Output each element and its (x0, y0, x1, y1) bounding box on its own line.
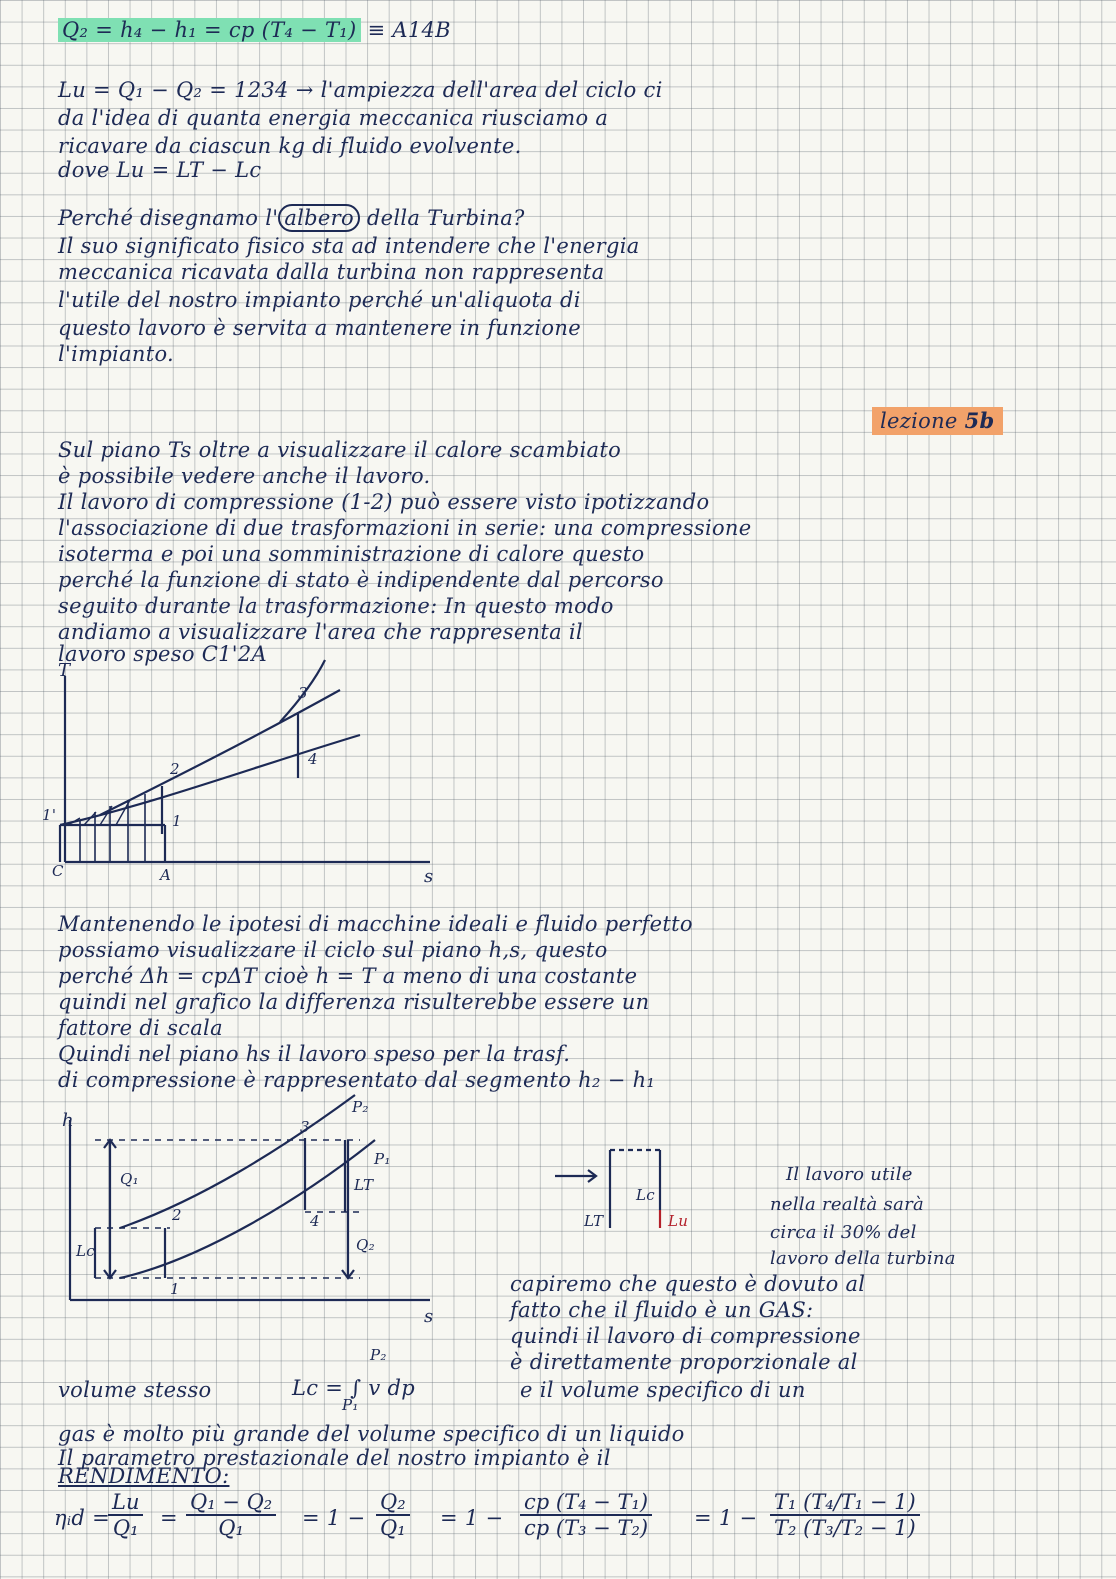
integral-upper: P₂ (370, 1346, 387, 1364)
point-a: A (160, 866, 172, 884)
text-line: Il lavoro di compressione (1-2) può essere visto ipotizzando (58, 490, 710, 514)
text-line: perché la funzione di stato è indipendente dal percorso (58, 568, 664, 592)
numerator: Q₁ − Q₂ (186, 1490, 276, 1516)
text-line: lavoro speso C1'2A (58, 642, 267, 666)
lesson-number: 5b (964, 408, 995, 433)
side-note: circa il 30% del (770, 1222, 917, 1243)
text-line: Mantenendo le ipotesi di macchine ideali e fluido perfetto (58, 912, 693, 936)
label-lc: Lc (76, 1242, 95, 1260)
fraction-temperature-ratio (770, 1490, 920, 1540)
lu-formula: Lu = Q₁ − Q₂ = 1234 (58, 78, 289, 102)
equals-one-minus: = 1 − (440, 1506, 504, 1530)
fraction-cp (520, 1490, 652, 1540)
text-line: Quindi nel piano hs il lavoro speso per la trasf. (58, 1042, 571, 1066)
text-line: fattore di scala (58, 1016, 223, 1040)
side-label-lc: Lc (636, 1186, 655, 1204)
text-line: possiamo visualizzare il ciclo sul piano h,s, questo (58, 938, 608, 962)
text-line (58, 1378, 212, 1402)
axis-label-h: h (62, 1110, 74, 1131)
label-q2: Q₂ (356, 1236, 375, 1254)
point-1-hs: 1 (170, 1280, 180, 1298)
equals-one-minus: = 1 − (694, 1506, 758, 1530)
point-3-hs: 3 (300, 1118, 310, 1136)
point-1-prime: 1' (42, 806, 57, 824)
side-label-lt: LT (584, 1212, 604, 1230)
fraction-q2-q1 (376, 1490, 410, 1540)
axis-label-s-2: s (424, 1306, 434, 1327)
text-line: questo lavoro è servita a mantenere in funzione (58, 316, 581, 340)
text-line: l'associazione di due trasformazioni in serie: una compressione (58, 516, 752, 540)
text-line: meccanica ricavata dalla turbina non rappresenta (58, 260, 605, 284)
equals: = (160, 1506, 178, 1530)
isobar-p2 (120, 1095, 355, 1228)
point-c: C (52, 862, 64, 880)
text-line: seguito durante la trasformazione: In questo modo (58, 594, 614, 618)
text-line: Il parametro prestazionale del nostro impianto è il (58, 1446, 611, 1470)
section-heading: RENDIMENTO: (58, 1464, 230, 1488)
denominator: Q₁ (112, 1516, 139, 1540)
eta-symbol: ηᵢd = (54, 1506, 111, 1530)
circled-word: albero (278, 204, 360, 232)
text-line: isoterma e poi una somministrazione di calore questo (58, 542, 645, 566)
denominator: cp (T₃ − T₂) (524, 1516, 649, 1540)
equals-one-minus: = 1 − (302, 1506, 366, 1530)
text-line: ricavare da ciascun kg di fluido evolvente. (58, 134, 522, 158)
text-line: di compressione è rappresentato dal segmento h₂ − h₁ (58, 1068, 656, 1092)
text-line: quindi il lavoro di compressione (510, 1324, 861, 1348)
axis-label-t: T (58, 660, 71, 681)
text-line: dove Lu = LT − Lc (58, 158, 262, 182)
text-line: andiamo a visualizzare l'area che rappresenta il (58, 620, 583, 644)
text-line: l'impianto. (58, 342, 175, 366)
point-2-hs: 2 (172, 1206, 182, 1224)
text-line: e il volume specifico di un (520, 1378, 806, 1402)
numerator: cp (T₄ − T₁) (520, 1490, 652, 1516)
text-line: Sul piano Ts oltre a visualizzare il calore scambiato (58, 438, 622, 462)
numerator: Lu (108, 1490, 143, 1516)
lu-explanation: → l'ampiezza dell'area del ciclo ci (295, 78, 663, 102)
point-3: 3 (298, 684, 308, 702)
question-part: Perché disegnamo l' (58, 206, 279, 230)
highlighted-equation: Q₂ = h₄ − h₁ = cp (T₄ − T₁) (58, 18, 361, 42)
label-lt: LT (354, 1176, 374, 1194)
text-line: è possibile vedere anche il lavoro. (58, 464, 431, 488)
denominator: T₂ (T₃/T₂ − 1) (774, 1516, 916, 1540)
fraction-lu-q1 (108, 1490, 143, 1540)
label-q1: Q₁ (120, 1170, 139, 1188)
pressure-p1: P₁ (374, 1150, 391, 1168)
lesson-label: lezione (880, 409, 958, 433)
text-line: perché Δh = cpΔT cioè h = T a meno di una costante (58, 964, 638, 988)
side-note: Il lavoro utile (786, 1164, 913, 1185)
pressure-p2: P₂ (352, 1098, 369, 1116)
side-note: lavoro della turbina (770, 1248, 956, 1269)
side-note: nella realtà sarà (770, 1194, 925, 1215)
equation-area-label: ≡ A14B (367, 18, 451, 42)
point-4: 4 (308, 750, 318, 768)
text-line: Il suo significato fisico sta ad intendere che l'energia (58, 234, 640, 258)
text-line: è direttamente proporzionale al (510, 1350, 858, 1374)
text-line: quindi nel grafico la differenza risulterebbe essere un (58, 990, 650, 1014)
text-line: l'utile del nostro impianto perché un'aliquota di (58, 288, 581, 312)
text-span: volume stesso (58, 1378, 212, 1402)
question-part: della Turbina? (366, 206, 525, 230)
integral-formula: Lc = ∫ v dp (292, 1376, 415, 1400)
axis-label-s: s (424, 866, 434, 887)
isobar-p1 (120, 1140, 375, 1278)
side-label-lu: Lu (668, 1212, 689, 1230)
text-line: capiremo che questo è dovuto al (510, 1272, 866, 1296)
fraction-q1-minus-q2 (186, 1490, 276, 1540)
numerator: Q₂ (376, 1490, 410, 1516)
denominator: Q₁ (218, 1516, 244, 1540)
integral-lower: P₁ (342, 1396, 359, 1414)
text-line: da l'idea di quanta energia meccanica riusciamo a (58, 106, 609, 130)
point-2: 2 (170, 760, 180, 778)
numerator: T₁ (T₄/T₁ − 1) (770, 1490, 920, 1516)
point-4-hs: 4 (310, 1212, 320, 1230)
text-line: fatto che il fluido è un GAS: (510, 1298, 814, 1322)
denominator: Q₁ (380, 1516, 406, 1540)
text-line: gas è molto più grande del volume specifico di un liquido (58, 1422, 685, 1446)
point-1: 1 (172, 812, 182, 830)
